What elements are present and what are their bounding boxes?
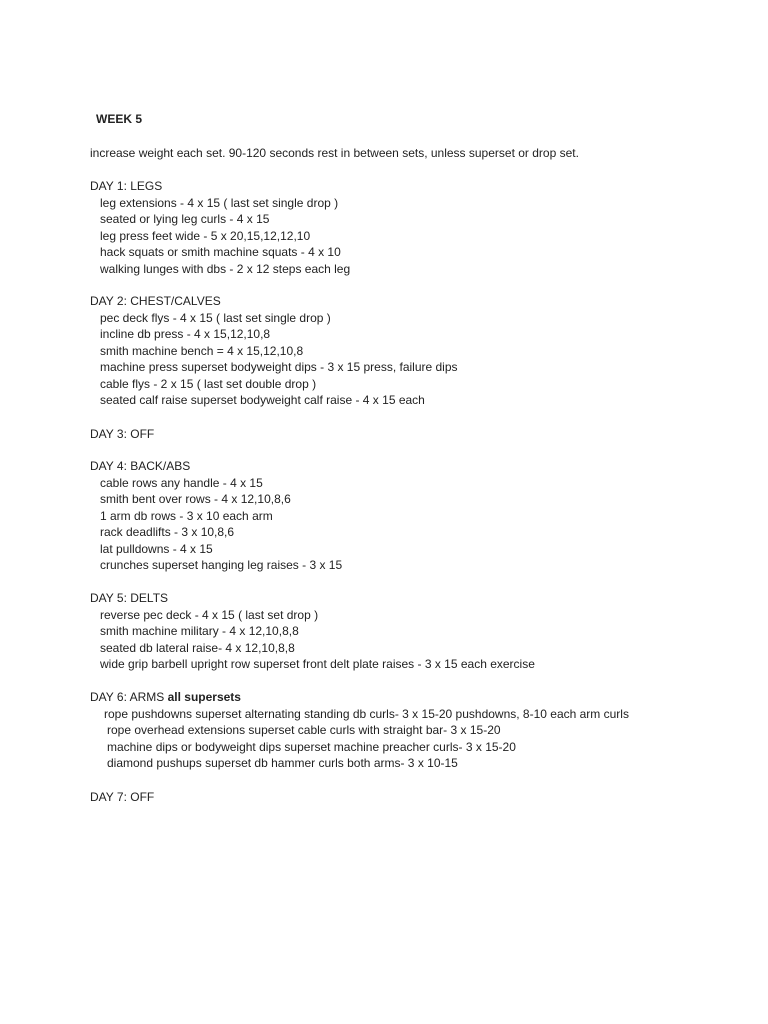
day-2-exercise: incline db press - 4 x 15,12,10,8 [100, 327, 271, 341]
day-5-exercise: wide grip barbell upright row superset front delt plate raises - 3 x 15 each exercise [100, 657, 535, 671]
day-2-section [90, 293, 458, 409]
day-4-exercise: smith bent over rows - 4 x 12,10,8,6 [100, 492, 291, 506]
day-4-exercise: cable rows any handle - 4 x 15 [100, 475, 263, 490]
day-6-heading-label: DAY 6: ARMS [90, 690, 165, 704]
day-1-section [90, 178, 350, 277]
day-7-section [90, 789, 154, 806]
day-3-heading: DAY 3: OFF [90, 427, 155, 441]
day-2-exercise: pec deck flys - 4 x 15 ( last set single drop ) [100, 310, 331, 325]
day-1-exercise: leg extensions - 4 x 15 ( last set single drop ) [100, 195, 339, 210]
day-5-exercise: smith machine military - 4 x 12,10,8,8 [100, 624, 299, 638]
day-3-section [90, 426, 154, 443]
day-6-exercise: diamond pushups superset db hammer curls both arms- 3 x 10-15 [107, 756, 458, 770]
day-5-heading: DAY 5: DELTS [90, 591, 169, 605]
day-4-exercise: lat pulldowns - 4 x 15 [100, 541, 213, 556]
day-5-section [90, 590, 535, 673]
day-2-exercise: smith machine bench = 4 x 15,12,10,8 [100, 343, 304, 358]
day-6-section [90, 689, 629, 772]
day-1-heading: DAY 1: LEGS [90, 179, 163, 193]
day-4-heading: DAY 4: BACK/ABS [90, 459, 191, 473]
day-6-exercise: machine dips or bodyweight dips superset machine preacher curls- 3 x 15-20 [107, 739, 516, 754]
day-2-exercise: machine press superset bodyweight dips - 3 x 15 press, failure dips [100, 360, 458, 374]
day-2-heading: DAY 2: CHEST/CALVES [90, 294, 221, 308]
day-2-exercise: cable flys - 2 x 15 ( last set double drop ) [100, 376, 317, 391]
day-6-heading [90, 689, 629, 706]
day-6-exercise: rope overhead extensions superset cable curls with straight bar- 3 x 15-20 [107, 723, 501, 737]
day-4-exercise: rack deadlifts - 3 x 10,8,6 [100, 525, 235, 539]
day-7-heading: DAY 7: OFF [90, 790, 155, 804]
intro-text: increase weight each set. 90-120 seconds rest in between sets, unless superset or drop set. [90, 146, 579, 160]
day-4-exercise: crunches superset hanging leg raises - 3 x 15 [100, 558, 343, 572]
day-6-exercise: rope pushdowns superset alternating standing db curls- 3 x 15-20 pushdowns, 8-10 each arm curls [104, 706, 629, 721]
day-5-exercise: seated db lateral raise- 4 x 12,10,8,8 [100, 640, 295, 655]
day-1-exercise: hack squats or smith machine squats - 4 x 10 [100, 245, 341, 259]
day-5-exercise: reverse pec deck - 4 x 15 ( last set drop ) [100, 607, 319, 622]
day-1-exercise: walking lunges with dbs - 2 x 12 steps each leg [100, 261, 351, 276]
day-4-exercise: 1 arm db rows - 3 x 10 each arm [100, 508, 273, 523]
day-6-heading-bold: all supersets [167, 690, 241, 704]
day-4-section [90, 458, 342, 574]
week-title: WEEK 5 [96, 112, 143, 126]
day-1-exercise: leg press feet wide - 5 x 20,15,12,12,10 [100, 228, 311, 243]
day-2-exercise: seated calf raise superset bodyweight calf raise - 4 x 15 each [100, 393, 425, 407]
day-1-exercise: seated or lying leg curls - 4 x 15 [100, 212, 270, 226]
